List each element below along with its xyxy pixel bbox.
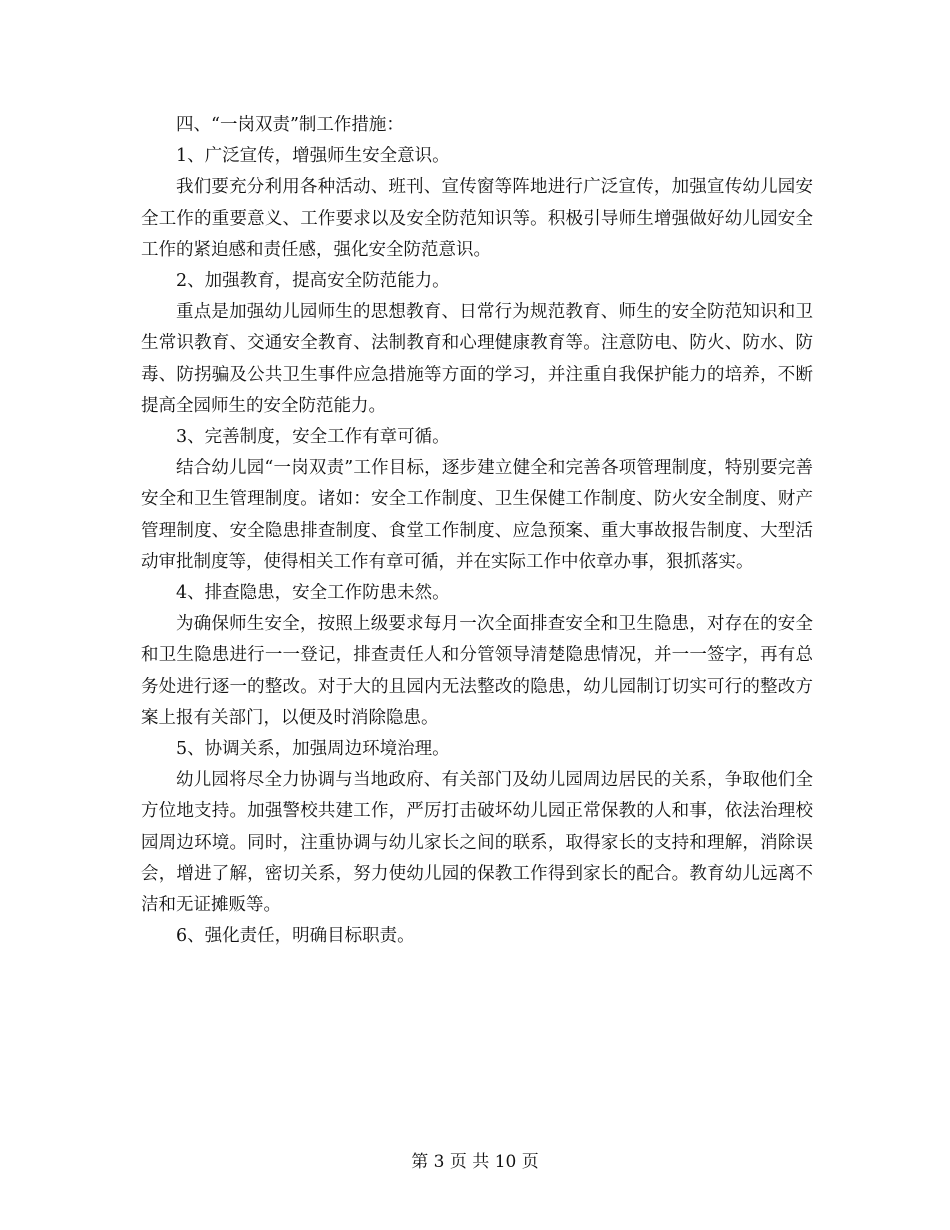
item-body-3: 结合幼儿园“一岗双责”工作目标，逐步建立健全和完善各项管理制度，特别要完善安全和卫生管理制度。诸如：安全工作制度、卫生保健工作制度、防火安全制度、财产管理制度、安全隐患排查制度、食堂工作制度、应急预案、重大事故报告制度、大型活动审批制度等，使得相关工作有章可循，并在实际工作中依章办事，狠抓落实。 — [141, 458, 813, 572]
item-heading-5: 5、协调关系，加强周边环境治理。 — [176, 739, 450, 760]
item-heading-3: 3、完善制度，安全工作有章可循。 — [176, 427, 450, 448]
section-heading: 四、“一岗双责”制工作措施： — [176, 115, 404, 135]
item-heading-1: 1、广泛宣传，增强师生安全意识。 — [176, 146, 450, 167]
item-body-4: 为确保师生安全，按照上级要求每月一次全面排查安全和卫生隐患，对存在的安全和卫生隐患进行一一登记，排查责任人和分管领导清楚隐患情况，并一一签字，再有总务处进行逐一的整改。对于大的且园内无法整改的隐患，幼儿园制订切实可行的整改方案上报有关部门，以便及时消除隐患。 — [141, 614, 813, 728]
item-heading-2: 2、加强教育，提高安全防范能力。 — [176, 271, 450, 292]
item-body-1: 我们要充分利用各种活动、班刊、宣传窗等阵地进行广泛宣传，加强宣传幼儿园安全工作的重要意义、工作要求以及安全防范知识等。积极引导师生增强做好幼儿园安全工作的紧迫感和责任感，强化安全防范意识。 — [141, 177, 813, 260]
item-body-5: 幼儿园将尽全力协调与当地政府、有关部门及幼儿园周边居民的关系，争取他们全方位地支持。加强警校共建工作，严厉打击破坏幼儿园正常保教的人和事，依法治理校园周边环境。同时，注重协调与幼儿家长之间的联系，取得家长的支持和理解，消除误会，增进了解，密切关系，努力使幼儿园的保教工作得到家长的配合。教育幼儿远离不洁和无证摊贩等。 — [141, 770, 813, 916]
document-body — [141, 110, 813, 952]
item-heading-4: 4、排查隐患，安全工作防患未然。 — [176, 583, 450, 604]
item-body-2: 重点是加强幼儿园师生的思想教育、日常行为规范教育、师生的安全防范知识和卫生常识教育、交通安全教育、法制教育和心理健康教育等。注意防电、防火、防水、防毒、防拐骗及公共卫生事件应急措施等方面的学习，并注重自我保护能力的培养，不断提高全园师生的安全防范能力。 — [141, 302, 813, 416]
item-heading-6: 6、强化责任，明确目标职责。 — [176, 926, 415, 947]
page-footer: 第 3 页 共 10 页 — [411, 1152, 539, 1172]
